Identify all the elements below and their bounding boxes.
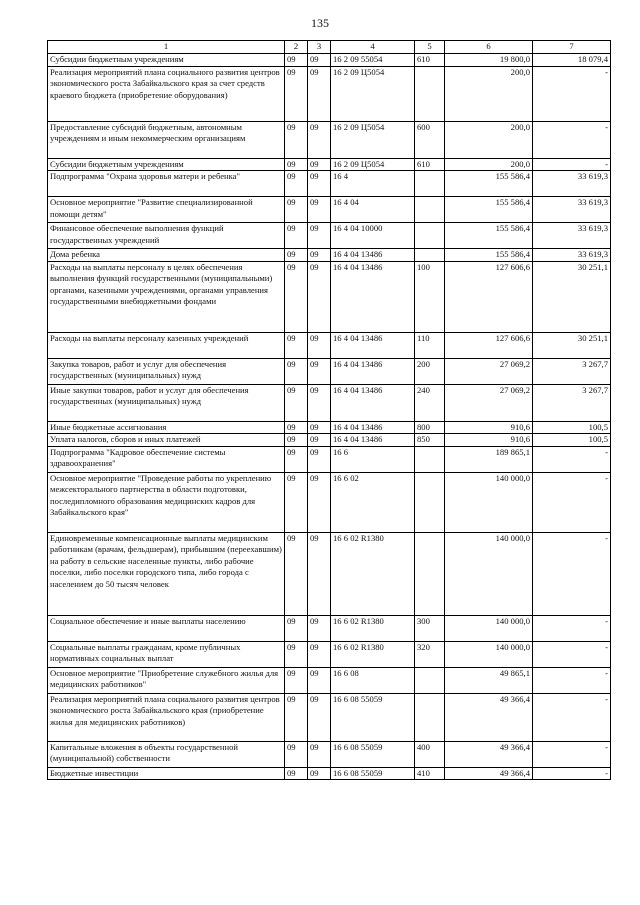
row-subsection-code: 09 [308,66,331,121]
row-amount-actual: - [533,641,611,667]
row-expense-type [415,223,445,249]
row-target-article: 16 4 04 13486 [331,384,415,421]
column-header: 3 [308,41,331,54]
row-name: Подпрограмма "Кадровое обеспечение системы здравоохранения" [48,446,285,472]
row-section-code: 09 [285,249,308,262]
column-header: 7 [533,41,611,54]
row-expense-type: 200 [415,358,445,384]
row-name: Основное мероприятие "Приобретение служебного жилья для медицинских работников" [48,667,285,693]
row-name: Предоставление субсидий бюджетным, автономным учреждениям и иным некоммерческим организациям [48,121,285,158]
table-row [48,532,611,615]
row-amount-plan: 19 800,0 [445,54,533,67]
row-name: Финансовое обеспечение выполнения функций государственных учреждений [48,223,285,249]
row-amount-actual: - [533,615,611,641]
table-row [48,767,611,780]
row-name: Дома ребенка [48,249,285,262]
row-expense-type: 850 [415,434,445,447]
row-expense-type [415,446,445,472]
row-section-code: 09 [285,158,308,171]
row-expense-type: 110 [415,332,445,358]
row-subsection-code: 09 [308,121,331,158]
row-name: Основное мероприятие "Проведение работы по укреплению межсекторального партнерства в области подготовки, последипломного образования медицинских кадров для Забайкальского края" [48,472,285,532]
row-name: Расходы на выплаты персоналу казенных учреждений [48,332,285,358]
row-target-article: 16 4 04 13486 [331,332,415,358]
row-amount-actual: - [533,532,611,615]
row-name: Иные закупки товаров, работ и услуг для обеспечения государственных (муниципальных) нужд [48,384,285,421]
row-target-article: 16 2 09 Ц5054 [331,158,415,171]
row-amount-actual: 33 619,3 [533,223,611,249]
row-section-code: 09 [285,358,308,384]
row-amount-actual: 3 267,7 [533,384,611,421]
row-name: Капитальные вложения в объекты государственной (муниципальной) собственности [48,741,285,767]
table-row [48,615,611,641]
row-expense-type: 410 [415,767,445,780]
table-row [48,641,611,667]
row-name: Подпрограмма "Охрана здоровья матери и ребенка" [48,171,285,197]
row-section-code: 09 [285,54,308,67]
row-amount-actual: 100,5 [533,434,611,447]
row-subsection-code: 09 [308,158,331,171]
row-section-code: 09 [285,693,308,741]
budget-table [47,40,611,780]
row-subsection-code: 09 [308,667,331,693]
row-subsection-code: 09 [308,641,331,667]
table-row [48,223,611,249]
table-row [48,434,611,447]
row-amount-plan: 140 000,0 [445,615,533,641]
row-target-article: 16 6 02 [331,472,415,532]
row-section-code: 09 [285,332,308,358]
row-name: Реализация мероприятий плана социального развития центров экономического роста Забайкальского края за счет средств краевого бюджета (приобретение оборудования) [48,66,285,121]
row-amount-plan: 910,6 [445,434,533,447]
row-section-code: 09 [285,472,308,532]
row-amount-actual: - [533,741,611,767]
table-row [48,197,611,223]
row-amount-actual: 33 619,3 [533,197,611,223]
row-target-article: 16 6 02 R1380 [331,641,415,667]
table-row [48,358,611,384]
row-name: Основное мероприятие "Развитие специализированной помощи детям" [48,197,285,223]
row-expense-type: 100 [415,261,445,332]
row-subsection-code: 09 [308,693,331,741]
row-name: Расходы на выплаты персоналу в целях обеспечения выполнения функций государственными (муниципальными) органами, казенными учреждениями, органами управления государственными внебюджетными фондами [48,261,285,332]
row-section-code: 09 [285,615,308,641]
row-name: Реализация мероприятий плана социального развития центров экономического роста Забайкальского края (приобретение жилья для медицинских работников) [48,693,285,741]
table-row [48,693,611,741]
table-row [48,66,611,121]
row-section-code: 09 [285,197,308,223]
row-amount-actual: - [533,446,611,472]
row-amount-plan: 140 000,0 [445,532,533,615]
row-subsection-code: 09 [308,223,331,249]
table-row [48,171,611,197]
table-row [48,54,611,67]
row-expense-type: 610 [415,158,445,171]
row-target-article: 16 4 04 13486 [331,358,415,384]
row-target-article: 16 2 09 55054 [331,54,415,67]
row-expense-type: 800 [415,421,445,434]
row-target-article: 16 6 02 R1380 [331,615,415,641]
row-target-article: 16 4 04 13486 [331,421,415,434]
row-section-code: 09 [285,171,308,197]
row-subsection-code: 09 [308,472,331,532]
row-target-article: 16 4 04 10000 [331,223,415,249]
row-amount-plan: 140 000,0 [445,472,533,532]
row-section-code: 09 [285,261,308,332]
column-header: 2 [285,41,308,54]
row-section-code: 09 [285,384,308,421]
row-expense-type: 240 [415,384,445,421]
row-subsection-code: 09 [308,261,331,332]
row-amount-plan: 155 586,4 [445,197,533,223]
row-amount-plan: 127 606,6 [445,332,533,358]
row-amount-plan: 27 069,2 [445,384,533,421]
row-target-article: 16 6 08 55059 [331,767,415,780]
row-name: Субсидии бюджетным учреждениям [48,158,285,171]
row-amount-plan: 910,6 [445,421,533,434]
row-name: Иные бюджетные ассигнования [48,421,285,434]
row-expense-type: 320 [415,641,445,667]
row-amount-actual: - [533,121,611,158]
row-subsection-code: 09 [308,54,331,67]
row-amount-plan: 200,0 [445,158,533,171]
row-amount-plan: 200,0 [445,66,533,121]
row-amount-plan: 155 586,4 [445,249,533,262]
row-name: Субсидии бюджетным учреждениям [48,54,285,67]
row-amount-plan: 49 366,4 [445,741,533,767]
row-subsection-code: 09 [308,384,331,421]
row-name: Закупка товаров, работ и услуг для обеспечения государственных (муниципальных) нужд [48,358,285,384]
row-amount-plan: 49 366,4 [445,693,533,741]
table-row [48,421,611,434]
row-section-code: 09 [285,421,308,434]
row-section-code: 09 [285,532,308,615]
row-amount-actual: - [533,158,611,171]
table-row [48,121,611,158]
row-target-article: 16 4 04 13486 [331,249,415,262]
row-subsection-code: 09 [308,358,331,384]
row-amount-plan: 155 586,4 [445,171,533,197]
row-target-article: 16 6 08 55059 [331,693,415,741]
row-target-article: 16 6 [331,446,415,472]
row-section-code: 09 [285,667,308,693]
row-subsection-code: 09 [308,421,331,434]
row-section-code: 09 [285,66,308,121]
row-amount-plan: 127 606,6 [445,261,533,332]
row-expense-type: 610 [415,54,445,67]
table-header-row [48,41,611,54]
row-section-code: 09 [285,641,308,667]
row-subsection-code: 09 [308,332,331,358]
row-target-article: 16 6 08 [331,667,415,693]
row-subsection-code: 09 [308,741,331,767]
row-name: Уплата налогов, сборов и иных платежей [48,434,285,447]
column-header: 1 [48,41,285,54]
row-expense-type: 300 [415,615,445,641]
row-expense-type: 600 [415,121,445,158]
row-section-code: 09 [285,767,308,780]
table-row [48,249,611,262]
row-amount-actual: - [533,767,611,780]
row-expense-type [415,197,445,223]
column-header: 4 [331,41,415,54]
row-amount-plan: 155 586,4 [445,223,533,249]
row-target-article: 16 2 09 Ц5054 [331,66,415,121]
row-expense-type [415,667,445,693]
row-name: Бюджетные инвестиции [48,767,285,780]
column-header: 6 [445,41,533,54]
table-row [48,158,611,171]
row-target-article: 16 4 04 [331,197,415,223]
row-target-article: 16 2 09 Ц5054 [331,121,415,158]
row-expense-type [415,693,445,741]
row-name: Социальные выплаты гражданам, кроме публичных нормативных социальных выплат [48,641,285,667]
row-expense-type: 400 [415,741,445,767]
row-target-article: 16 4 04 13486 [331,434,415,447]
row-section-code: 09 [285,446,308,472]
row-section-code: 09 [285,223,308,249]
page-number: 135 [311,16,329,30]
row-amount-plan: 200,0 [445,121,533,158]
row-expense-type [415,249,445,262]
row-amount-actual: 30 251,1 [533,261,611,332]
row-amount-actual: - [533,66,611,121]
table-row [48,384,611,421]
row-subsection-code: 09 [308,171,331,197]
row-expense-type [415,171,445,197]
row-amount-plan: 140 000,0 [445,641,533,667]
row-subsection-code: 09 [308,249,331,262]
column-header: 5 [415,41,445,54]
table-row [48,741,611,767]
row-subsection-code: 09 [308,615,331,641]
row-amount-actual: - [533,693,611,741]
row-amount-actual: 30 251,1 [533,332,611,358]
row-target-article: 16 4 04 13486 [331,261,415,332]
table-row [48,472,611,532]
row-amount-plan: 27 069,2 [445,358,533,384]
row-expense-type [415,472,445,532]
table-row [48,261,611,332]
row-amount-actual: 33 619,3 [533,249,611,262]
row-amount-plan: 49 366,4 [445,767,533,780]
row-subsection-code: 09 [308,446,331,472]
row-amount-actual: 3 267,7 [533,358,611,384]
row-expense-type [415,532,445,615]
row-subsection-code: 09 [308,197,331,223]
row-amount-actual: - [533,472,611,532]
row-amount-actual: 18 079,4 [533,54,611,67]
row-section-code: 09 [285,434,308,447]
row-section-code: 09 [285,741,308,767]
table-row [48,332,611,358]
row-subsection-code: 09 [308,767,331,780]
table-row [48,667,611,693]
row-section-code: 09 [285,121,308,158]
row-subsection-code: 09 [308,532,331,615]
row-expense-type [415,66,445,121]
row-amount-actual: 100,5 [533,421,611,434]
row-target-article: 16 6 02 R1380 [331,532,415,615]
row-target-article: 16 4 [331,171,415,197]
row-target-article: 16 6 08 55059 [331,741,415,767]
row-name: Социальное обеспечение и иные выплаты населению [48,615,285,641]
table-row [48,446,611,472]
row-name: Единовременные компенсационные выплаты медицинским работникам (врачам, фельдшерам), прибывшим (переехавшим) на работу в сельские населенные пункты, либо рабочие поселки, либо поселки городского типа, либо города с населением до 50 тысяч человек [48,532,285,615]
row-amount-actual: - [533,667,611,693]
row-amount-actual: 33 619,3 [533,171,611,197]
row-subsection-code: 09 [308,434,331,447]
row-amount-plan: 49 865,1 [445,667,533,693]
row-amount-plan: 189 865,1 [445,446,533,472]
